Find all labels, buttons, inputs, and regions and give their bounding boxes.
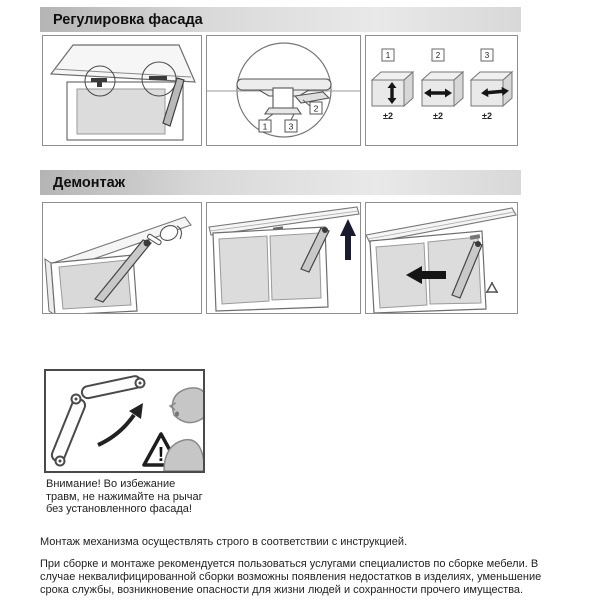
warning-caption-line: травм, не нажимайте на рычаг [46, 490, 203, 503]
panel-removal-step3 [365, 202, 518, 314]
person-figure [164, 388, 203, 471]
badge-number: 1 [385, 51, 391, 60]
panel-adjustment-overview [42, 35, 202, 146]
warning-drawing [46, 371, 203, 471]
section-title-removal: Демонтаж [53, 174, 125, 191]
panel-removal-step1 [42, 202, 202, 314]
mounting-note: Монтаж механизма осуществлять строго в соответствии с инструкцией. [40, 536, 408, 548]
lift-up-drawing [207, 203, 360, 313]
panel-removal-step2 [206, 202, 361, 314]
spring-arrow-icon [98, 403, 143, 445]
adjust-box-1 [372, 49, 413, 121]
press-release-drawing [43, 203, 201, 313]
exclamation-mark: ! [157, 444, 165, 466]
slide-off-drawing [366, 203, 517, 313]
tolerance-label: ±2 [482, 111, 492, 121]
assembly-disclaimer: При сборке и монтаже рекомендуется пользоваться услугами специалистов по сборке мебели. В случае неквалифицированной сборки возможны появления недостатков в изделиях, уменьшение срока службы, возникновение опасности для жизни людей и сохранности прочего имущества. [40, 558, 542, 596]
section-title-adjustment: Регулировка фасада [53, 11, 203, 28]
section-header-removal [40, 170, 521, 195]
badge-number: 2 [313, 103, 319, 114]
warning-caption-line: без установленного фасада! [46, 503, 192, 515]
number-badge-1 [259, 120, 271, 132]
number-badge-3 [285, 120, 297, 132]
adjust-box-2 [422, 49, 463, 121]
adjust-box-3 [471, 49, 512, 121]
warning-caption-line: Внимание! Во избежание [46, 478, 176, 490]
release-button [144, 240, 151, 247]
number-badge-2 [310, 102, 322, 114]
panel-adjustment-directions [365, 35, 518, 146]
badge-number: 1 [262, 121, 268, 132]
panel-adjustment-closeup [206, 35, 361, 146]
tolerance-label: ±2 [383, 111, 393, 121]
section-header-adjustment [40, 7, 521, 32]
badge-number: 2 [435, 51, 441, 60]
adjustment-directions-drawing [366, 36, 517, 145]
cabinet-open-flap-drawing [43, 36, 201, 145]
tolerance-label: ±2 [433, 111, 443, 121]
warning-caption [46, 478, 266, 516]
badge-number: 3 [288, 121, 294, 132]
detach-symbol-icon [486, 282, 498, 293]
up-arrow-icon [340, 219, 356, 260]
badge-number: 3 [484, 51, 490, 60]
fitting-closeup-drawing [207, 36, 360, 145]
panel-warning [44, 369, 205, 473]
